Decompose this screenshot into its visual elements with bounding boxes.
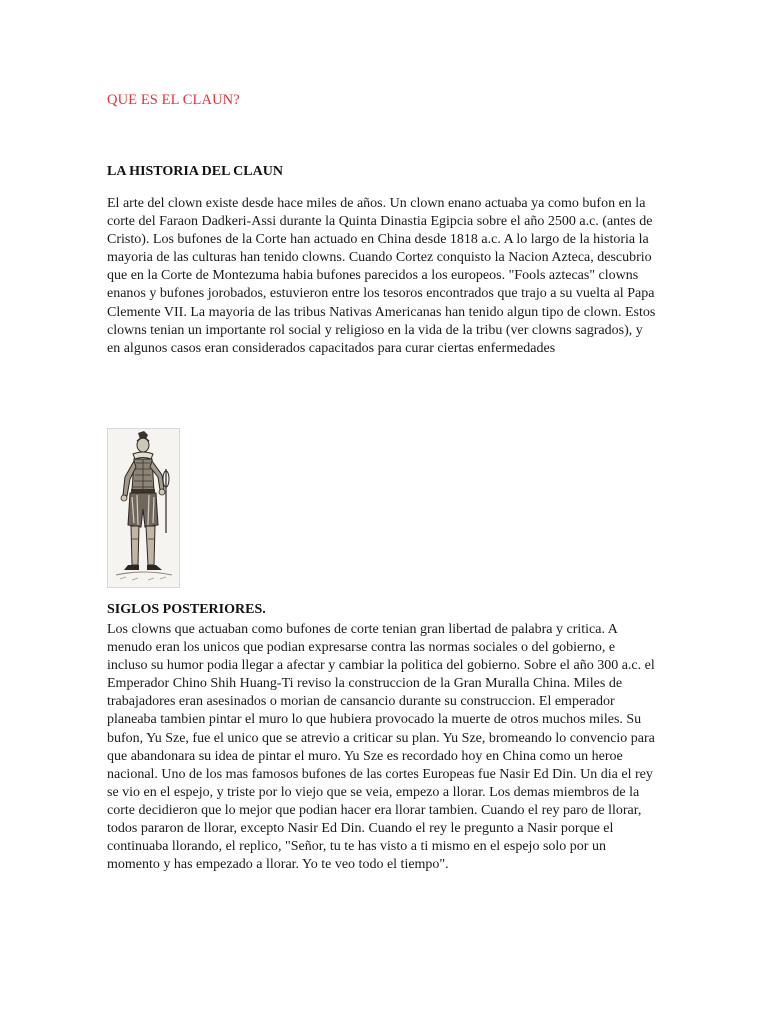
section-body-siglos: Los clowns que actuaban como bufones de corte tenian gran libertad de palabra y critica. A menudo eran los unicos que podian expresarse contra las normas sociales o del gobierno, e incluso su humor podia llegar a afectar y cambiar la politica del gobierno. Sobre el año 300 a.c. el Emperador Chino Shih Huang-Ti reviso la construccion de la Gran Muralla China. Miles de trabajadores eran asesinados o morian de cansancio durante su construccion. El emperador planeaba tambien pintar el muro lo que hubiera provocado la muerte de otros muchos miles. Su bufon, Yu Sze, fue el unico que se atrevio a criticar su plan. Yu Sze, bromeando lo convencio para que abandonara su idea de pintar el muro. Yu Sze es recordado hoy en China como un heroe nacional. Uno de los mas famosos bufones de las cortes Europeas fue Nasir Ed Din. Un dia el rey se vio en el espejo, y triste por lo viejo que se veia, empezo a llorar. Los demas miembros de la corte decidieron que lo mejor que podian hacer era llorar tambien. Cuando el rey paro de llorar, todos pararon de llorar, excepto Nasir Ed Din. Cuando el rey le pregunto a Nasir porque el continuaba llorando, el replico, "Señor, tu te has visto a ti mismo en el espejo solo por un momento y has empezado a llorar. Yo te veo todo el tiempo".: [107, 622, 655, 873]
section-heading-historia: LA HISTORIA DEL CLAUN: [107, 164, 283, 179]
page-title: QUE ES EL CLAUN?: [107, 92, 240, 108]
section-body-historia: El arte del clown existe desde hace miles de años. Un clown enano actuaba ya como bufon en la corte del Faraon Dadkeri-Assi durante la Quinta Dinastia Egipcia sobre el año 2500 a.c. (antes de Cristo). Los bufones de la Corte han actuado en China desde 1818 a.c. A lo largo de la historia la mayoria de las culturas han tenido clowns. Cuando Cortez conquisto la Nacion Azteca, descubrio que en la Corte de Montezuma habia bufones parecidos a los europeos. "Fools aztecas" clowns enanos y bufones jorobados, estuvieron entre los tesoros encontrados que trajo a su vuelta al Papa Clemente VII. La mayoria de las tribus Nativas Americanas han tenido algun tipo de clown. Estos clowns tenian un importante rol social y religioso en la vida de la tribu (ver clowns sagrados), y en algunos casos eran considerados capacitados para curar ciertas enfermedades: [107, 196, 656, 356]
section-heading-siglos: SIGLOS POSTERIORES.: [107, 602, 266, 617]
jester-illustration: [107, 428, 180, 588]
jester-engraving-icon: [108, 429, 179, 587]
